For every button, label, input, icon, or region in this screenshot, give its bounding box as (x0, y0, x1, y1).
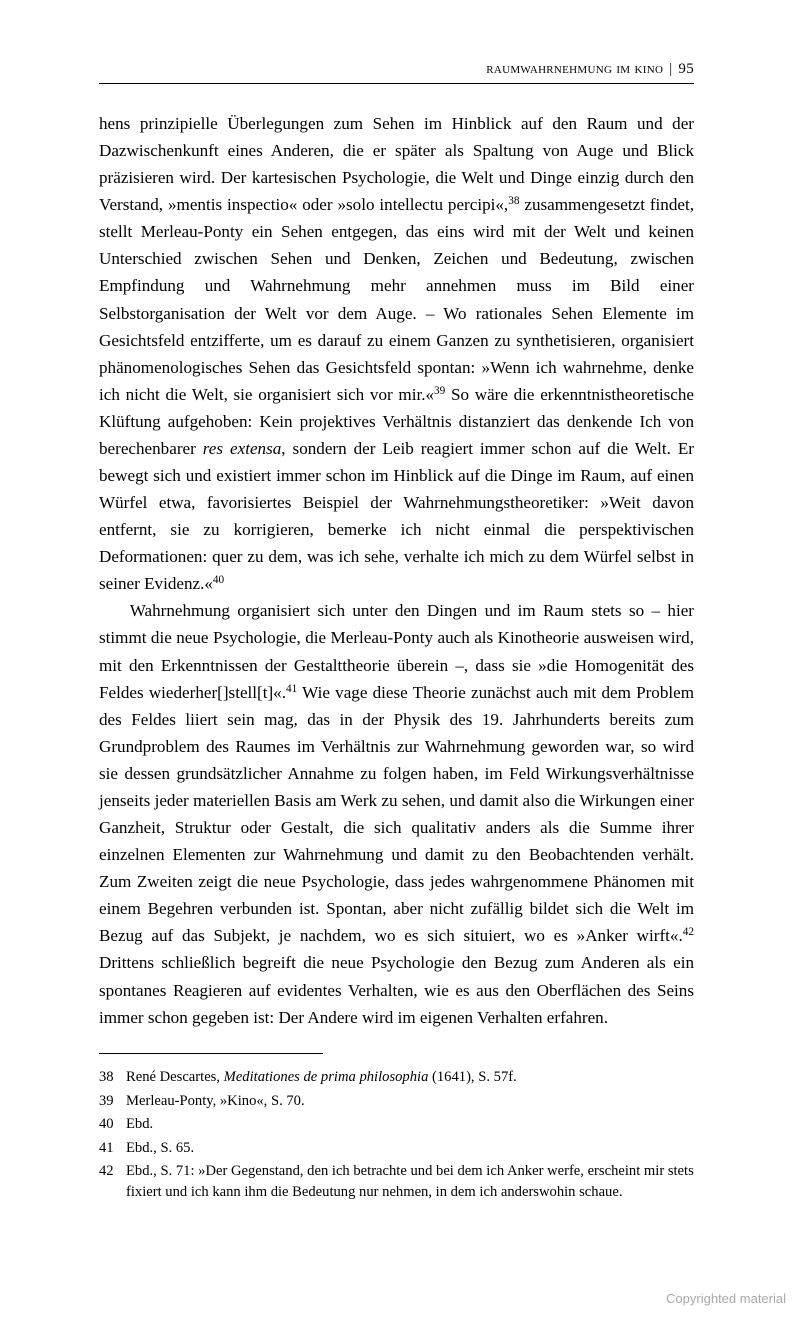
footnote-text-before: René Descartes, (126, 1069, 224, 1086)
footnote-text: Ebd., S. 71: »Der Gegenstand, den ich betrachte und bei dem ich Anker werfe, erscheint mir stets fixiert und ich kann ihm die Bedeutung nur nehmen, in dem ich anderswohin schaue. (126, 1163, 694, 1201)
footnote-ref-42[interactable]: 42 (682, 926, 694, 939)
footnote-separator-rule (99, 1053, 323, 1054)
paragraph-2-text-b: Wie vage diese Theorie zunächst auch mit dem Problem des Feldes liiert sein mag, das in der Physik des 19. Jahrhunderts bereits zum Grundproblem des Raumes im Verhältnis zur Wahrnehmung geworden war, so wird sie dessen grundsätzlicher Annahme zu folgen haben, im Feld Wirkungsverhältnisse jenseits jeder materiellen Basis am Werk zu sehen, und damit also die Wirkungen einer Ganzheit, Struktur oder Gestalt, die sich qualitativ anders als die Summe ihrer einzelnen Elementen zur Wahrnehmung und damit zu den Beobachtenden verhält. Zum Zweiten zeigt die neue Psychologie, dass jedes wahrgenommene Phänomen mit einem Begehren verbunden ist. Spontan, aber nicht zufällig bildet sich die Welt im Bezug auf das Subjekt, je nachdem, wo es sich situiert, wo es »Anker wirft«. (99, 682, 695, 946)
paragraph-2 (99, 597, 694, 1030)
footnote-ref-41[interactable]: 41 (286, 682, 298, 695)
paragraph-2-text-a: Wahrnehmung organisiert sich unter den Dingen und im Raum stets so – hier stimmt die neue Psychologie, die Merleau-Ponty auch als Kinotheorie ausweisen wird, mit den Erkenntnissen der Gestalttheorie überein –, dass sie »die Homogenität des Feldes wiederher[]stell[t]«. (99, 601, 694, 702)
footnote-ref-40[interactable]: 40 (212, 574, 225, 587)
footnote-text: Ebd. (126, 1116, 154, 1133)
footnote-number: 42 (99, 1163, 114, 1180)
running-header-separator: | (669, 61, 673, 77)
paragraph-1-italic-res-extensa: res extensa (202, 438, 282, 458)
footnote-item (99, 1138, 694, 1159)
footnote-item (99, 1114, 694, 1135)
footnote-text-after: (1641), S. 57f. (428, 1069, 517, 1086)
page-number: 95 (678, 61, 694, 77)
paragraph-1-text-a: hens prinzipielle Überlegungen zum Sehen im Hinblick auf den Raum und der Dazwischenkunft eines Anderen, die er später als Spaltung von Auge und Blick präzisieren wird. Der kartesischen Psychologie, die Welt und Dinge einzig durch den Verstand, »mentis inspectio« oder »solo intellectu percipi«, (99, 114, 694, 215)
footnote-ref-39[interactable]: 39 (434, 384, 446, 397)
footnote-item (99, 1161, 694, 1203)
footnote-text: Ebd., S. 65. (126, 1139, 195, 1156)
paragraph-1-text-d: , sondern der Leib reagiert immer schon auf die Welt. Er bewegt sich und existiert immer schon im Hinblick auf die Dinge im Raum, auf einen Würfel etwa, favorisiertes Beispiel der Wahrnehmungstheoretiker: »Weit davon entfernt, sie zu korrigieren, bemerke ich nicht einmal die perspektivischen Deformationen: quer zu dem, was ich sehe, verhalte ich mich zu dem Würfel selbst in seiner Evidenz.« (99, 438, 694, 594)
footnote-number: 40 (99, 1116, 114, 1133)
paragraph-1 (99, 110, 694, 597)
paragraph-1-text-c: So wäre die erkenntnistheoretische Klüftung aufgehoben: Kein projektives Verhältnis distanziert das denkende Ich von berechenbarer (99, 384, 695, 458)
footnote-text-italic: Meditationes de prima philosophia (223, 1069, 429, 1086)
paragraph-1-text-b: zusammengesetzt findet, stellt Merleau-Ponty ein Sehen entgegen, das eins wird mit der Welt und keinen Unterschied zwischen Sehen und Denken, Zeichen und Bedeutung, zwischen Empfindung und Wahrnehmung mehr annehmen muss im Bild einer Selbstorganisation der Welt vor dem Auge. – Wo rationales Sehen Elemente im Gesichtsfeld entzifferte, um es darauf zu einem Ganzen zu synthetisieren, organisiert phänomenologisches Sehen das Gesichtsfeld spontan: »Wenn ich wahrnehme, denke ich nicht die Welt, sie organisiert sich vor mir.« (99, 195, 694, 404)
body-text (99, 110, 694, 1031)
running-header (99, 60, 694, 84)
paragraph-2-text-c: Drittens schließlich begreift die neue Psychologie den Bezug zum Anderen als ein spontanes Reagieren auf evidentes Verhalten, wie es aus den Oberflächen des Seins immer schon gegeben ist: Der Andere wird im eigenen Verhalten erfahren. (99, 953, 694, 1027)
copyright-watermark: Copyrighted material (666, 1291, 786, 1306)
footnote-ref-38[interactable]: 38 (508, 195, 520, 208)
footnote-item (99, 1091, 694, 1112)
footnote-number: 39 (99, 1092, 114, 1109)
footnote-number: 41 (99, 1139, 114, 1156)
footnote-item (99, 1067, 694, 1088)
page-content (99, 60, 694, 1206)
footnote-number: 38 (99, 1069, 114, 1086)
footnote-text: Merleau-Ponty, »Kino«, S. 70. (126, 1092, 305, 1109)
footnote-list (99, 1067, 694, 1203)
running-title: raumwahrnehmung im kino (486, 60, 664, 77)
footnote-text (126, 1067, 694, 1088)
